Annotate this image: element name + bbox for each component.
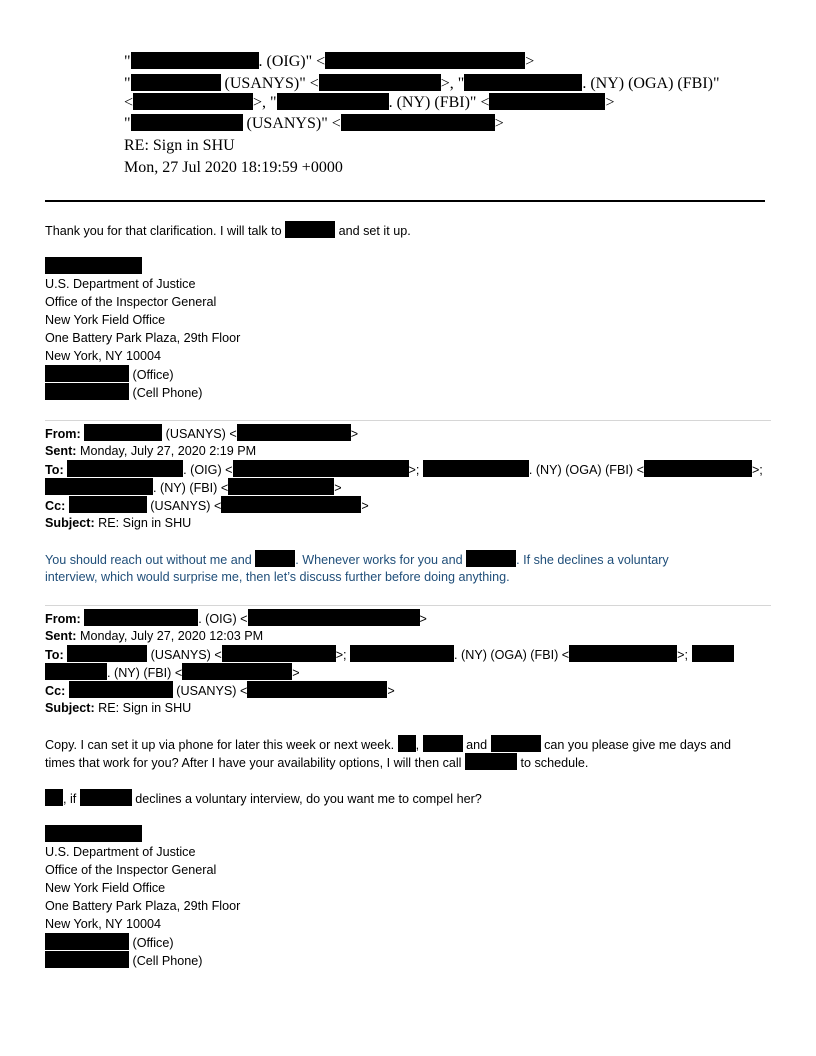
redaction <box>84 424 162 441</box>
redaction <box>182 663 292 680</box>
header-date-value: Mon, 27 Jul 2020 18:19:59 +0000 <box>124 159 343 176</box>
redaction <box>45 383 129 400</box>
redaction <box>69 681 173 698</box>
redaction <box>45 951 129 968</box>
redaction <box>45 478 153 495</box>
redaction <box>133 93 253 110</box>
redaction <box>466 550 516 567</box>
redaction <box>350 645 454 662</box>
redaction <box>569 645 677 662</box>
redaction <box>491 735 541 752</box>
message-separator <box>45 605 771 606</box>
redaction <box>423 460 529 477</box>
redaction <box>69 496 147 513</box>
redaction <box>465 753 517 770</box>
redaction <box>222 645 336 662</box>
redaction <box>131 114 243 131</box>
quoted-message-header: From: . (OIG) < > Sent: Monday, July 27, 2020 12:03 PM To: (USANYS) < >; . (NY) (OGA) (FBI) < >; . (NY) (FBI) < > Cc: (USANYS) < > Subject: RE: Sign in SHU <box>45 609 765 717</box>
reply-body: Thank you for that clarification. I will talk to and set it up. <box>45 221 765 239</box>
redaction <box>45 257 142 274</box>
redaction <box>255 550 295 567</box>
redaction <box>131 74 221 91</box>
redaction <box>285 221 335 238</box>
redaction <box>489 93 605 110</box>
redaction <box>45 365 129 382</box>
header-subject-value: RE: Sign in SHU <box>124 137 235 154</box>
redaction <box>45 825 142 842</box>
redaction <box>464 74 582 91</box>
redaction <box>45 789 63 806</box>
redaction <box>398 735 416 752</box>
redaction <box>131 52 259 69</box>
redaction <box>248 609 420 626</box>
redaction <box>423 735 463 752</box>
redaction <box>84 609 198 626</box>
email-document: " . (OIG)" < > " (USANYS)" < >, " . (NY) (OGA) (FBI)" < >, " . (NY) (FBI)" < > " (USANYS)" < > RE: Sign in SHU Mon, 27 Jul 2020 18:19:59 +0000 Thank you for that clarification. I will talk to and set it up. U.S. Department of Justice Office of the Inspector General New York Field Office One Battery Park Plaza, 29th Floor New York, NY 10004 (Office) (Cell Phone) From: (USANYS) < > Sent: Monday, July 27, 2020 2:19 PM To: . (OIG) < >; . (NY) (OGA) (FBI) < >; . (NY) (FBI) < > Cc: (USANYS) < > Subject: RE: Sign in SHU You should reach out without me and . Whenever works for you and . If she declines a voluntary interview, which would surprise me, then let’s discuss further before doing anything. From: . (OIG) < > Sent: Monday, July 27, 2020 12:03 PM To: (USANYS) < >; . (NY) (OGA) (FBI) < >; . (NY) (FBI) < > Cc: (USANYS) < > Subject: RE: Sign in SHU Copy. I can set it up via phone for later this week or next week. , and can you please give me days and times that work for you? After I have your availability options, I will then call to schedule. , if declines a voluntary interview, do you want me to compel her? U.S. Department of Justice Office of the Inspector General New York Field Office One Battery Park Plaza, 29th Floor New York, NY 10004 (Office) (Cell Phone) <box>0 0 816 1056</box>
redaction <box>277 93 389 110</box>
signature-block: U.S. Department of Justice Office of the Inspector General New York Field Office One Battery Park Plaza, 29th Floor New York, NY 10004 (Office) (Cell Phone) <box>45 257 765 401</box>
redaction <box>237 424 351 441</box>
redaction <box>45 933 129 950</box>
redaction <box>692 645 734 662</box>
redaction <box>67 645 147 662</box>
redaction <box>233 460 409 477</box>
redaction <box>80 789 132 806</box>
quoted-message-body: You should reach out without me and . Whenever works for you and . If she declines a voluntary interview, which would surprise me, then let’s discuss further before doing anything. <box>45 550 765 586</box>
quoted-message-body: Copy. I can set it up via phone for later this week or next week. , and can you please give me days and times that work for you? After I have your availability options, I will then call to schedule. <box>45 735 765 771</box>
redaction <box>341 114 495 131</box>
redaction <box>45 663 107 680</box>
redaction <box>325 52 525 69</box>
redaction <box>221 496 361 513</box>
quoted-message-body: , if declines a voluntary interview, do you want me to compel her? <box>45 789 765 807</box>
redaction <box>247 681 387 698</box>
redaction <box>67 460 183 477</box>
message-separator <box>45 420 771 421</box>
quoted-message-header: From: (USANYS) < > Sent: Monday, July 27, 2020 2:19 PM To: . (OIG) < >; . (NY) (OGA) (FBI) < >; . (NY) (FBI) < > Cc: (USANYS) < > Subject: RE: Sign in SHU <box>45 424 765 532</box>
header-divider <box>45 200 765 202</box>
redaction <box>228 478 334 495</box>
redaction <box>319 74 441 91</box>
signature-block: U.S. Department of Justice Office of the Inspector General New York Field Office One Battery Park Plaza, 29th Floor New York, NY 10004 (Office) (Cell Phone) <box>45 825 765 969</box>
redaction <box>644 460 752 477</box>
